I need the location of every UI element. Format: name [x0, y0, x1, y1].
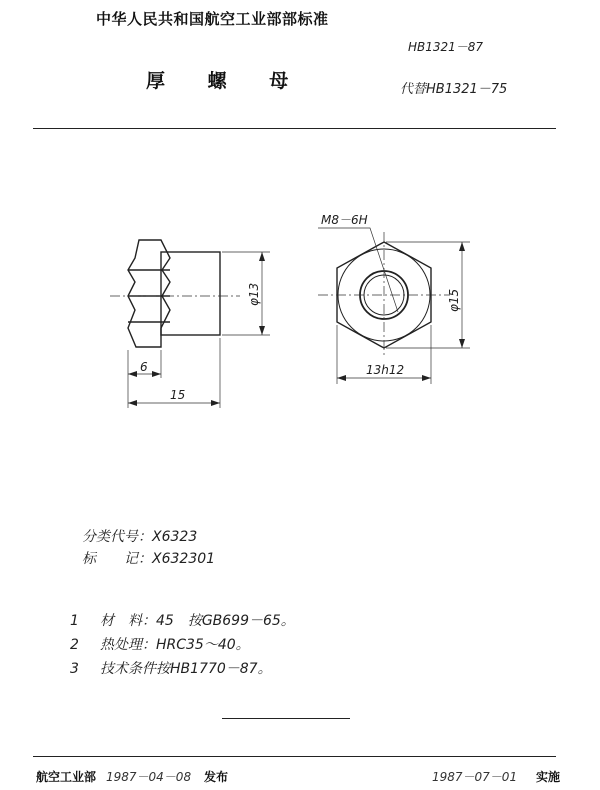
note-number: 2	[70, 637, 79, 653]
total-length-label: 15	[170, 388, 186, 402]
thread-label: M8－6H	[321, 213, 368, 227]
end-diameter-label: φ15	[447, 288, 461, 312]
marking-label: 标 记：	[82, 551, 152, 567]
nut-technical-drawing	[0, 190, 600, 420]
marking-value: X632301	[152, 551, 216, 567]
note-text: 热处理：HRC35～40。	[100, 637, 250, 653]
note-text: 材 料：45 按GB699－65。	[100, 613, 295, 629]
across-flats-label: 13h12	[366, 363, 405, 377]
side-diameter-label: φ13	[247, 282, 261, 306]
leader-line	[318, 228, 398, 312]
footer-issuer: 航空工业部	[36, 770, 97, 784]
replaces-standard: 代替HB1321－75	[400, 82, 508, 97]
note-item	[70, 610, 295, 630]
footer-issue-date: 1987－04－08	[106, 770, 192, 784]
note-item	[70, 634, 250, 654]
marking	[82, 548, 215, 568]
standard-number: HB1321－87	[408, 40, 484, 54]
footer-implementation-date: 1987－07－01	[432, 770, 518, 784]
note-item	[70, 658, 272, 678]
classification-code-value: X6323	[152, 529, 198, 545]
hex-head-outline	[128, 240, 170, 347]
end-rule	[222, 718, 350, 719]
head-length-label: 6	[140, 360, 148, 374]
side-view	[128, 240, 220, 347]
footer-implementation-label: 实施	[536, 770, 561, 784]
note-number: 3	[70, 661, 79, 677]
issuing-organization: 中华人民共和国航空工业部部标准	[96, 10, 329, 28]
note-text: 技术条件按HB1770－87。	[100, 661, 272, 677]
side-view-dimensions	[110, 252, 270, 408]
dimension-arrows	[128, 242, 465, 406]
header-rule	[33, 128, 556, 129]
footer-issue-label: 发布	[204, 770, 229, 784]
classification-code	[82, 526, 197, 546]
document-title: 厚 螺 母	[146, 70, 307, 92]
note-number: 1	[70, 613, 79, 629]
classification-code-label: 分类代号：	[82, 529, 152, 545]
footer-rule	[33, 756, 556, 757]
